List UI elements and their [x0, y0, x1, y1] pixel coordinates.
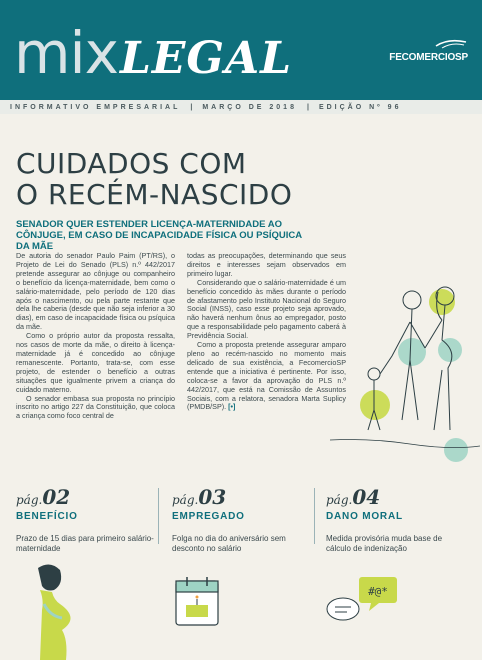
page-ref — [16, 485, 156, 509]
page-prefix: pág. — [16, 493, 43, 507]
pregnant-woman-illustration — [10, 560, 90, 660]
teaser-category: BENEFÍCIO — [16, 511, 78, 522]
article-column-1 — [16, 252, 175, 421]
masthead-legal: LEGAL — [119, 33, 293, 84]
page-number: 03 — [198, 485, 227, 509]
paragraph-text: Como a proposta pretende assegurar amparo pleno ao recém-nascido no momento mais delicado de sua existência, a FecomercioSP entende que a iniciativa é pertinente. Por isso, coloca-se a favor da aprovação do PLS n.º 442/2017, que está na Comissão de Assuntos Sociais, com a relatora, senadora Marta Suplicy (PMDB/SP). — [187, 340, 346, 412]
speech-bubbles-icon — [325, 575, 405, 635]
masthead-logo — [14, 18, 292, 88]
fecomercio-swirl-icon — [434, 36, 468, 50]
teaser-category: EMPREGADO — [172, 511, 245, 522]
page-ref — [326, 485, 466, 509]
svg-text:#@*: #@* — [368, 585, 388, 598]
paragraph: O senador embasa sua proposta no princípio inscrito no artigo 227 da Constituição, que coloca a criança como foco central de — [16, 393, 175, 421]
masthead-mix: mix — [14, 19, 118, 87]
page-prefix: pág. — [326, 493, 353, 507]
teaser-category: DANO MORAL — [326, 511, 403, 522]
teaser-description: Folga no dia do aniversário sem desconto no salário — [172, 534, 286, 553]
article-body — [16, 252, 346, 421]
teaser-divider — [158, 488, 159, 544]
end-marker: [•] — [228, 402, 236, 412]
edition-number: EDIÇÃO Nº 96 — [318, 103, 402, 111]
teaser-description: Prazo de 15 dias para primeiro salário-maternidade — [16, 534, 154, 553]
paragraph — [187, 341, 346, 412]
issue-date: MARÇO DE 2018 — [202, 103, 297, 111]
article-column-2 — [187, 252, 346, 421]
family-illustration — [330, 270, 480, 480]
article-subtitle: SENADOR QUER ESTENDER LICENÇA-MATERNIDADE AO CÔNJUGE, EM CASO DE INCAPACIDADE FÍSICA OU PSÍQUICA DA MÃE — [16, 219, 302, 252]
title-line-1: CUIDADOS COM — [16, 147, 247, 180]
teaser-page-3[interactable] — [172, 485, 312, 554]
page-number: 02 — [42, 485, 71, 509]
teaser-page-4[interactable] — [326, 485, 466, 554]
separator: | — [306, 103, 309, 111]
page-ref — [172, 485, 312, 509]
fecomercio-logo: FECOMERCIOSP — [389, 52, 468, 63]
info-bar — [0, 100, 482, 114]
paragraph: Como o próprio autor da proposta ressalta, nos casos de morte da mãe, o direito à licença-maternidade já é concedido ao cônjuge remanescente. Portanto, trata-se, com esse projeto, de estender o benefício a outras situações que igualmente privem a criança do cuidado materno. — [16, 331, 175, 394]
birthday-calendar-icon — [174, 575, 220, 627]
title-line-2: O RECÉM-NASCIDO — [16, 178, 293, 211]
separator: | — [190, 103, 193, 111]
page-number: 04 — [352, 485, 381, 509]
masthead — [0, 0, 482, 100]
paragraph: Considerando que o salário-maternidade é um benefício concedido às mães durante o período de afastamento pelo Instituto Nacional do Seguro Social (INSS), caso esse projeto seja aprovado, não haverá nenhum ônus ao empregador, posto que a responsabilidade pelo pagamento caberá à Previdência Social. — [187, 277, 346, 341]
teaser-divider — [314, 488, 315, 544]
article-title — [16, 148, 356, 210]
paragraph: De autoria do senador Paulo Paim (PT/RS), o Projeto de Lei do Senado (PLS) n.º 442/2017 pretende assegurar ao cônjuge ou companheiro o benefício da licença-maternidade, bem como o salário-maternidade, pelo período de 120 dias após o nascimento, ou pela parte restante que dela lhe caberia (desde que não seja inferior a 30 dias), em caso de incapacidade física ou psíquica da mãe. — [16, 251, 175, 332]
page-prefix: pág. — [172, 493, 199, 507]
publication-label: INFORMATIVO EMPRESARIAL — [10, 103, 181, 111]
teaser-description: Medida provisória muda base de cálculo de indenização — [326, 534, 443, 553]
teaser-page-2[interactable] — [16, 485, 156, 554]
paragraph: todas as preocupações, determinando que seus direitos e interesses sejam observados em primeiro lugar. — [187, 251, 346, 278]
